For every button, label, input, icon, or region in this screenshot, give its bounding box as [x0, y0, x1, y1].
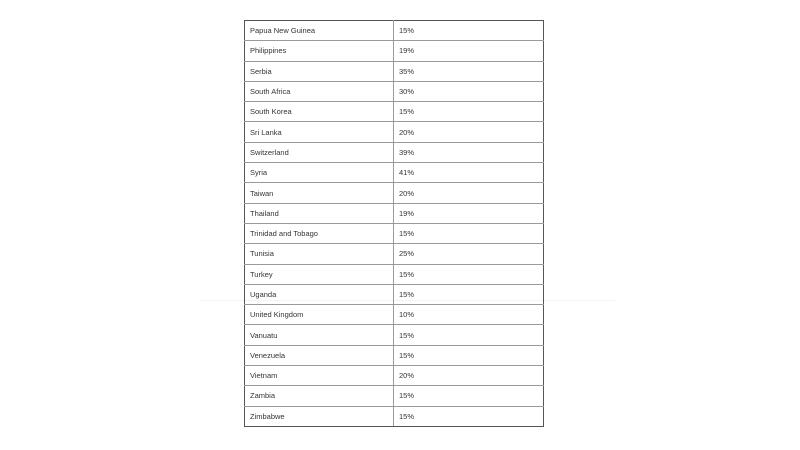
table-row — [245, 183, 544, 203]
tariff-table — [244, 20, 544, 427]
table-row — [245, 142, 544, 162]
table-row — [245, 61, 544, 81]
country-cell: South Africa — [245, 81, 394, 101]
rate-cell: 20% — [394, 122, 544, 142]
table-row — [245, 122, 544, 142]
country-cell: Serbia — [245, 61, 394, 81]
rate-cell: 20% — [394, 183, 544, 203]
table-row — [245, 325, 544, 345]
rate-cell: 15% — [394, 223, 544, 243]
rate-cell: 30% — [394, 81, 544, 101]
rate-cell: 25% — [394, 244, 544, 264]
table-row — [245, 244, 544, 264]
country-cell: Turkey — [245, 264, 394, 284]
table-row — [245, 203, 544, 223]
rate-cell: 41% — [394, 163, 544, 183]
rate-cell: 15% — [394, 102, 544, 122]
rate-cell: 19% — [394, 41, 544, 61]
rate-cell: 15% — [394, 264, 544, 284]
country-cell: Tunisia — [245, 244, 394, 264]
country-cell: Syria — [245, 163, 394, 183]
country-cell: Sri Lanka — [245, 122, 394, 142]
rate-cell: 20% — [394, 366, 544, 386]
table-row — [245, 305, 544, 325]
country-cell: South Korea — [245, 102, 394, 122]
country-cell: Switzerland — [245, 142, 394, 162]
rate-cell: 15% — [394, 325, 544, 345]
country-cell: Uganda — [245, 284, 394, 304]
rate-cell: 15% — [394, 284, 544, 304]
rate-cell: 39% — [394, 142, 544, 162]
table-row — [245, 366, 544, 386]
tariff-table-container — [244, 20, 543, 427]
rate-cell: 35% — [394, 61, 544, 81]
rate-cell: 10% — [394, 305, 544, 325]
table-row — [245, 284, 544, 304]
country-cell: Taiwan — [245, 183, 394, 203]
country-cell: Philippines — [245, 41, 394, 61]
country-cell: United Kingdom — [245, 305, 394, 325]
table-row — [245, 102, 544, 122]
country-cell: Vanuatu — [245, 325, 394, 345]
table-row — [245, 21, 544, 41]
rate-cell: 15% — [394, 21, 544, 41]
table-row — [245, 386, 544, 406]
table-row — [245, 264, 544, 284]
table-row — [245, 81, 544, 101]
country-cell: Venezuela — [245, 345, 394, 365]
rate-cell: 15% — [394, 386, 544, 406]
country-cell: Vietnam — [245, 366, 394, 386]
table-row — [245, 223, 544, 243]
table-row — [245, 406, 544, 426]
country-cell: Papua New Guinea — [245, 21, 394, 41]
country-cell: Zimbabwe — [245, 406, 394, 426]
rate-cell: 15% — [394, 406, 544, 426]
country-cell: Thailand — [245, 203, 394, 223]
table-row — [245, 41, 544, 61]
table-row — [245, 345, 544, 365]
rate-cell: 19% — [394, 203, 544, 223]
country-cell: Trinidad and Tobago — [245, 223, 394, 243]
table-row — [245, 163, 544, 183]
country-cell: Zambia — [245, 386, 394, 406]
rate-cell: 15% — [394, 345, 544, 365]
